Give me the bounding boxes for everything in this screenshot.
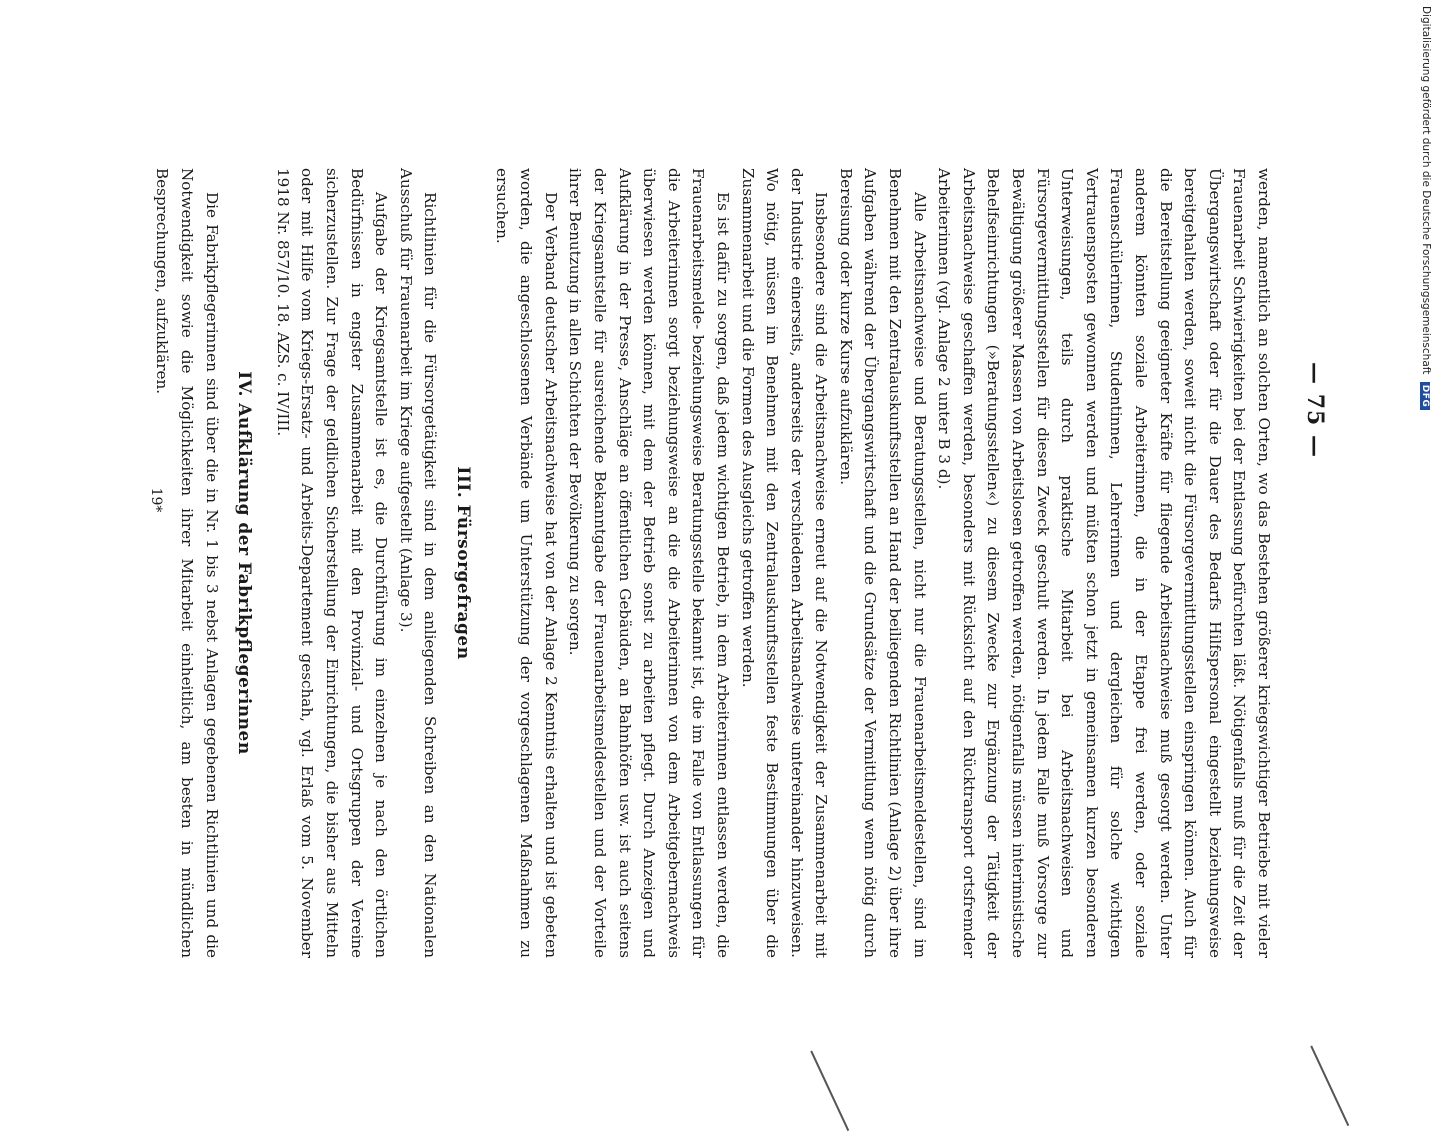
paragraph: Es ist dafür zu sorgen, daß jedem wichtigen Betrieb, in dem Arbeiterinnen entlassen werden, die Frauenarbeitsmelde- beziehungsweise Beratungsstelle bekannt ist, die im Falle von Entlassungen für die Arbeiterinnen sorgt beziehungsweise an die die Arbeiterinnen von dem Arbeitgebernachweis überwiesen werden können, mit dem der Betrieb sonst zu arbeiten pflegt. Durch Anzeigen und Aufklärung in der Presse, Anschläge an öffentlichen Gebäuden, an Bahnhöfen usw. ist auch seitens der Kriegsamtstelle für ausreichende Bekanntgabe der Frauenarbeitsmeldestellen und der Vorteile ihrer Benutzung in allen Schichten der Bevölkerung zu sorgen. [566, 168, 732, 958]
section-heading: IV. Aufklärung der Fabrikpflegerinnen [234, 371, 255, 755]
page-header: — 75 — [1302, 362, 1328, 458]
paragraph: werden, namentlich an solchen Orten, wo das Bestehen größerer kriegswichtiger Betriebe mit vieler Frauenarbeit Schwierigkeiten bei der Entlassung befürchten läßt. Nötigenfalls muß für die Zeit der Übergangswirtschaft oder für die Dauer des Bedarfs Hilfspersonal eingestellt beziehungsweise bereitgehalten werden, soweit nicht die Fürsorgevermittlungsstellen einspringen können. Auch für die Bereitstellung geeigneter Kräfte für fliegende Arbeitsnachweise muß gesorgt werden. Unter anderem könnten soziale Arbeiterinnen, die in der Etappe frei werden, oder soziale Frauenschülerinnen, Studentinnen, Lehrerinnen und dergleichen für solche wichtigen Vertrauensposten gewonnen werden und müßten schon jetzt in gemeinsamen kurzen besonderen Unterweisungen, teils durch praktische Mitarbeit bei Arbeitsnachweisen und Fürsorgevermittlungsstellen für diesen Zweck geschult werden. In jedem Falle muß Vorsorge zur Bewältigung größerer Massen von Arbeitslosen getroffen werden, nötigenfalls müssen interimistische Behelfseinrichtungen (»Beratungsstellen«) zu diesem Zwecke zur Ergänzung der Tätigkeit der Arbeitsnachweise geschaffen werden, besonders mit Rücksicht auf den Rücktransport ortsfremder Arbeiterinnen (vgl. Anlage 2 unter B 3 d). [935, 168, 1273, 958]
page-number: 19* [148, 487, 164, 513]
digitization-credit [1416, 6, 1434, 996]
section-heading: III. Fürsorgefragen [453, 466, 473, 660]
credit-text: Digitalisierung gefördert durch die Deutsche Forschungsgemeinschaft [1420, 6, 1432, 375]
paragraph: Die Fabrikpflegerinnen sind über die in Nr. 1 bis 3 nebst Anlagen gegebenen Richtlinien und die Notwendigkeit sowie die Möglichkeiten ihrer Mitarbeit einheitlich, am besten in mündlichen Besprechungen, aufzuklären. [153, 168, 221, 958]
paragraph: Der Verband deutscher Arbeitsnachweise hat von der Anlage 2 Kenntnis erhalten und ist gebeten worden, die angeschlossenen Verbände um Unterstützung der vorgeschlagenen Maßnahmen zu ersuchen. [492, 168, 560, 958]
dfg-logo: DFG [1420, 382, 1430, 411]
margin-pencil-mark [1311, 1046, 1350, 1126]
margin-pencil-mark [811, 1051, 850, 1131]
document-body [150, 168, 1276, 958]
paragraph: Aufgabe der Kriegsamtstelle ist es, die Durchführung im einzelnen je nach den örtlichen Bedürfnissen in engster Zusammenarbeit mit den Provinzial- und Ortsgruppen der Vereine sicherzustellen. Zur Frage der geldlichen Sicherstellung der Einrichtungen, die bisher aus Mitteln oder mit Hilfe vom Kriegs-Ersatz- und Arbeits-Departement geschah, vgl. Erlaß vom 5. November 1918 Nr. 857/10. 18. AZS. c. IV/III. [273, 168, 391, 958]
paragraph: Alle Arbeitsnachweise und Beratungsstellen, nicht nur die Frauenarbeitsmeldestellen, sind im Benehmen mit den Zentralauskunftsstellen an Hand der beiliegenden Richtlinien (Anlage 2) über ihre Aufgaben während der Übergangswirtschaft und die Grundsätze der Vermittlung wenn nötig durch Bereisung oder kurze Kurse aufzuklären. [836, 168, 929, 958]
paragraph: Richtlinien für die Fürsorgetätigkeit sind in dem anliegenden Schreiben an den Nationalen Ausschuß für Frauenarbeit im Kriege aufgestellt (Anlage 3). [396, 168, 440, 958]
paragraph: Insbesondere sind die Arbeitsnachweise erneut auf die Notwendigkeit der Zusammenarbeit mit der Industrie einerseits, anderseits der verschiedenen Arbeitsnachweise untereinander hinzuweisen. Wo nötig, müssen im Benehmen mit den Zentralauskunftsstellen feste Bestimmungen über die Zusammenarbeit und die Formen des Ausgleichs getroffen werden. [738, 168, 831, 958]
